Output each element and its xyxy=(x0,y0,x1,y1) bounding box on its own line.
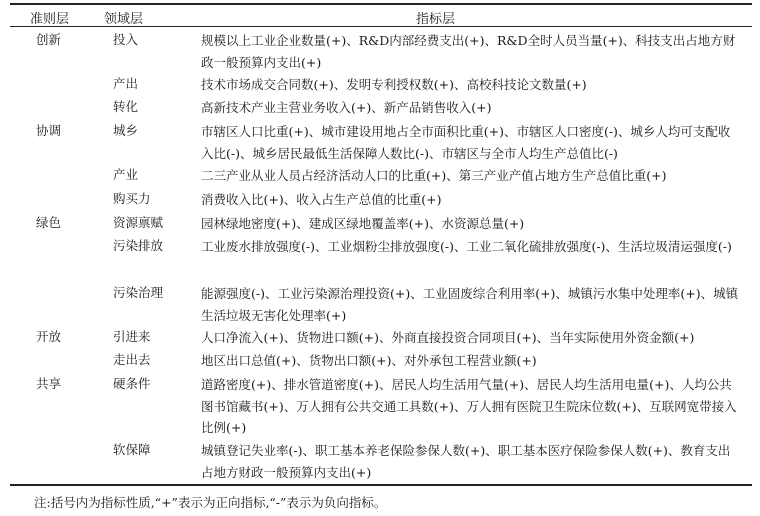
domain-cell: 投入 xyxy=(113,32,139,47)
domain-cell: 引进来 xyxy=(113,329,151,344)
indicator-cell: 能源强度(-)、工业污染源治理投资(+)、工业固废综合利用率(+)、城镇污水集中处理率(+)、城镇生活垃圾无害化处理率(+) xyxy=(201,286,739,323)
indicator-cell: 规模以上工业企业数量(+)、R&D内部经费支出(+)、R&D全时人员当量(+)、科技支出占地方财政一般预算内支出(+) xyxy=(201,33,736,70)
domain-cell: 购买力 xyxy=(113,191,151,206)
indicator-cell: 技术市场成交合同数(+)、发明专利授权数(+)、高校科技论文数量(+) xyxy=(201,77,587,92)
header-indicator: 指标层 xyxy=(416,12,456,27)
indicator-cell: 道路密度(+)、排水管道密度(+)、居民人均生活用气量(+)、居民人均生活用电量(+)、人均公共图书馆藏书(+)、万人拥有公共交通工具数(+)、万人拥有医院卫生院床位数(+)、互联网宽带接入比例(+) xyxy=(201,377,737,435)
indicator-cell: 城镇登记失业率(-)、职工基本养老保险参保人数(+)、职工基本医疗保险参保人数(+)、教育支出占地方财政一般预算内支出(+) xyxy=(201,443,731,480)
criteria-cell: 创新 xyxy=(36,32,62,47)
domain-cell: 走出去 xyxy=(113,352,151,367)
table-note: 注:括号内为指标性质,“+”表示为正向指标,“-”表示为负向指标。 xyxy=(34,495,387,510)
indicator-cell: 消费收入比(+)、收入占生产总值的比重(+) xyxy=(201,192,442,207)
indicator-cell: 人口净流入(+)、货物进口额(+)、外商直接投资合同项目(+)、当年实际使用外资金额(+) xyxy=(201,330,695,345)
domain-cell: 资源禀赋 xyxy=(113,215,164,230)
table-bottom-rule xyxy=(10,484,752,486)
indicator-cell: 园林绿地密度(+)、建成区绿地覆盖率(+)、水资源总量(+) xyxy=(201,216,525,231)
indicator-cell: 高新技术产业主营业务收入(+)、新产品销售收入(+) xyxy=(201,100,492,115)
indicator-cell: 地区出口总值(+)、货物出口额(+)、对外承包工程营业额(+) xyxy=(201,353,537,368)
domain-cell: 污染排放 xyxy=(113,238,164,253)
header-domain: 领域层 xyxy=(104,12,144,27)
domain-cell: 污染治理 xyxy=(113,285,164,300)
domain-cell: 产业 xyxy=(113,167,139,182)
criteria-cell: 绿色 xyxy=(36,215,62,230)
indicator-cell: 市辖区人口比重(+)、城市建设用地占全市面积比重(+)、市辖区人口密度(-)、城乡人均可支配收入比(-)、城乡居民最低生活保障人数比(-)、市辖区与全市人均生产总值比(-) xyxy=(201,124,731,161)
criteria-cell: 开放 xyxy=(36,329,62,344)
domain-cell: 硬条件 xyxy=(113,376,151,391)
domain-cell: 城乡 xyxy=(113,123,139,138)
criteria-cell: 共享 xyxy=(36,376,62,391)
domain-cell: 产出 xyxy=(113,76,139,91)
criteria-cell: 协调 xyxy=(36,123,62,138)
table-top-rule xyxy=(10,3,752,5)
header-criteria: 准则层 xyxy=(30,12,70,27)
indicator-cell: 二三产业从业人员占经济活动人口的比重(+)、第三产业产值占地方生产总值比重(+) xyxy=(201,168,667,183)
domain-cell: 转化 xyxy=(113,99,139,114)
indicator-cell: 工业废水排放强度(-)、工业烟粉尘排放强度(-)、工业二氧化硫排放强度(-)、生活垃圾清运强度(-) xyxy=(201,239,732,254)
domain-cell: 软保障 xyxy=(113,442,151,457)
